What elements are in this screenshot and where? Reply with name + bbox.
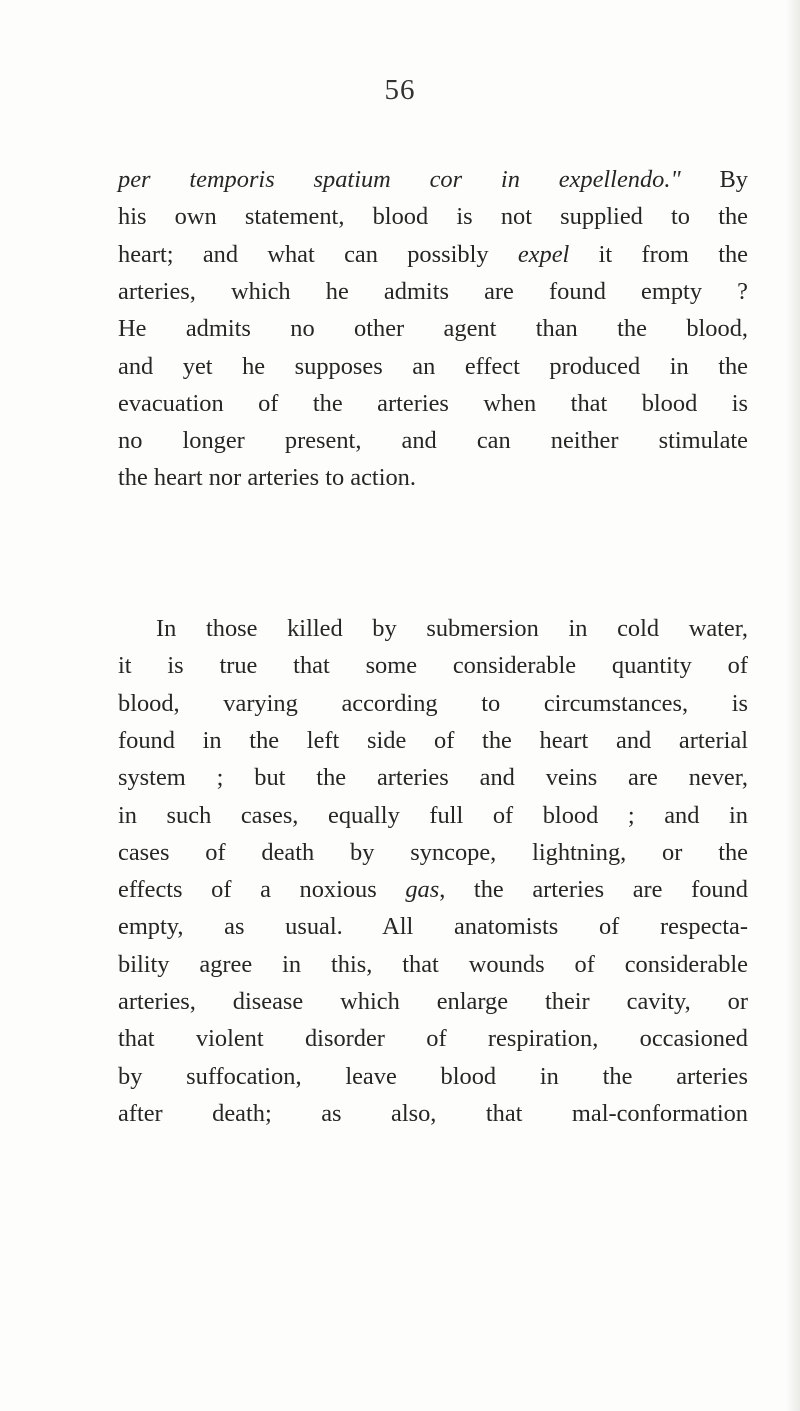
text-line	[118, 348, 748, 385]
italic-text: per temporis spatium cor in expellendo."	[118, 166, 681, 193]
text-line	[118, 385, 748, 422]
text-run: In those killed by submersion in cold water,	[156, 615, 748, 642]
text-line	[118, 236, 748, 273]
text-line	[118, 834, 748, 871]
text-run: after death; as also, that mal-conformation	[118, 1099, 748, 1127]
text-run: by suffocation, leave blood in the arteries	[118, 1062, 748, 1090]
text-line	[118, 759, 748, 796]
text-line	[118, 871, 748, 908]
text-run: cases of death by syncope, lightning, or the	[118, 838, 748, 866]
text-run: , the arteries are found	[439, 876, 748, 904]
text-run: it is true that some considerable quantity of	[118, 652, 748, 680]
text-run: blood, varying according to circumstances, is	[118, 689, 748, 717]
text-line	[118, 610, 748, 647]
text-line	[118, 685, 748, 722]
text-run: found in the left side of the heart and arterial	[118, 726, 748, 754]
text-run: the heart nor arteries to action.	[118, 464, 416, 492]
text-run: arteries, which he admits are found empty ?	[118, 277, 748, 305]
text-line	[118, 161, 748, 198]
text-run: it from the	[569, 240, 748, 268]
text-line	[118, 908, 748, 945]
page-number: 56	[384, 74, 416, 106]
text-line	[118, 459, 748, 496]
text-line	[118, 273, 748, 310]
text-run: evacuation of the arteries when that blood is	[118, 389, 748, 417]
text-line	[118, 1058, 748, 1095]
text-run: bility agree in this, that wounds of considerable	[118, 950, 748, 978]
text-line	[118, 797, 748, 834]
text-run: He admits no other agent than the blood,	[118, 315, 748, 343]
text-run: effects of a noxious	[118, 876, 406, 904]
text-run: no longer present, and can neither stimulate	[118, 427, 748, 455]
text-line	[118, 310, 748, 347]
text-line	[118, 983, 748, 1020]
text-run: empty, as usual. All anatomists of respecta-	[118, 913, 748, 941]
text-line	[118, 1020, 748, 1057]
text-line	[118, 198, 748, 235]
text-run: his own statement, blood is not supplied to the	[118, 203, 748, 231]
text-line	[118, 722, 748, 759]
text-line	[118, 1095, 748, 1132]
text-run: and yet he supposes an effect produced in the	[118, 352, 748, 380]
text-run: in such cases, equally full of blood ; and in	[118, 801, 748, 829]
text-run: heart; and what can possibly	[118, 240, 518, 268]
text-run: arteries, disease which enlarge their cavity, or	[118, 988, 748, 1015]
italic-text: expel	[517, 240, 570, 268]
text-run: By	[680, 166, 749, 193]
page-edge-shadow	[786, 0, 800, 1411]
text-run: system ; but the arteries and veins are never,	[118, 764, 748, 792]
text-line	[118, 647, 748, 684]
text-line	[118, 422, 748, 459]
text-line	[118, 946, 748, 983]
italic-text: gas	[405, 876, 440, 904]
text-run: that violent disorder of respiration, occasioned	[118, 1025, 748, 1053]
